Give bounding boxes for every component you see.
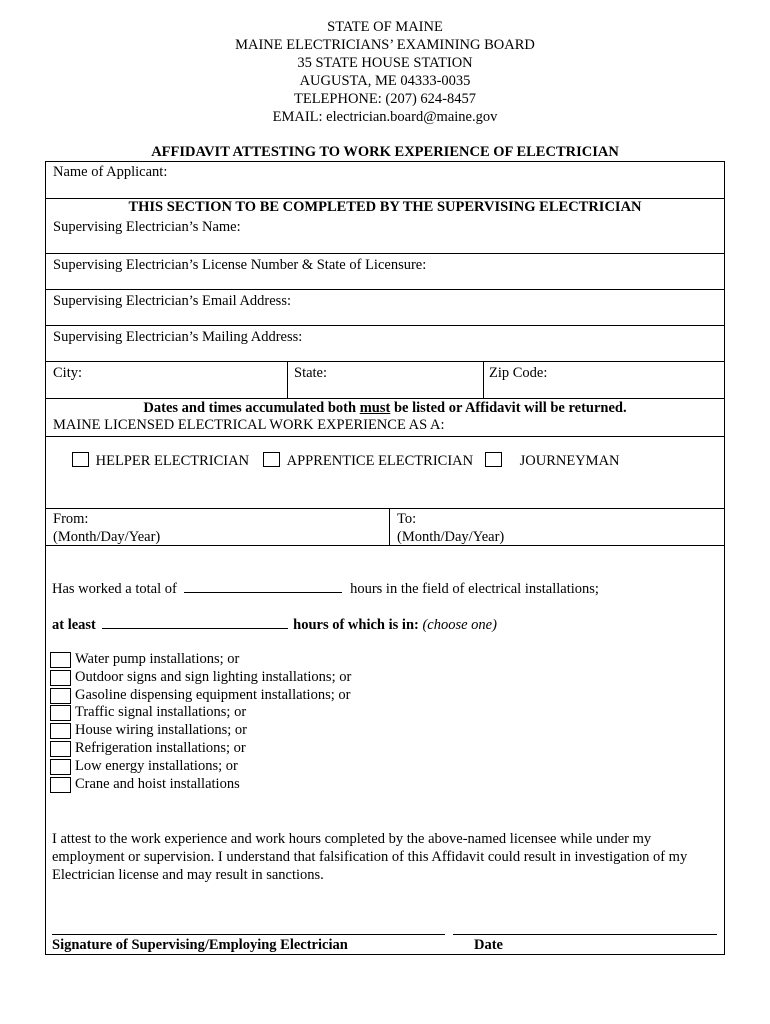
header-line: STATE OF MAINE <box>327 19 443 35</box>
total-hours-after: hours in the field of electrical installations; <box>350 581 599 597</box>
installation-label: Crane and hoist installations <box>75 775 240 792</box>
installation-checkbox[interactable] <box>50 777 71 793</box>
signature-line[interactable] <box>52 934 445 935</box>
to-label: To: <box>397 511 417 527</box>
license-number-label: Supervising Electrician’s License Number & State of Licensure: <box>53 257 427 273</box>
supervisor-name-field[interactable] <box>46 217 724 254</box>
installation-checkbox[interactable] <box>50 688 71 704</box>
experience-type-row <box>46 437 724 509</box>
installation-label: Outdoor signs and sign lighting installations; or <box>75 668 352 685</box>
at-least-hours-line <box>52 616 497 634</box>
apprentice-electrician-option[interactable] <box>263 452 473 470</box>
supervisor-section-heading-row <box>46 199 724 219</box>
divider <box>483 362 484 398</box>
header-line: AUGUSTA, ME 04333-0035 <box>299 73 471 89</box>
to-date-field[interactable] <box>397 510 504 546</box>
dates-notice-after: be listed or Affidavit will be returned. <box>390 400 627 416</box>
from-date-field[interactable] <box>53 510 160 546</box>
header-line: MAINE ELECTRICIANS’ EXAMINING BOARD <box>235 37 535 53</box>
total-hours-input[interactable] <box>184 580 342 593</box>
at-least-before: at least <box>52 617 96 633</box>
installation-label: Low energy installations; or <box>75 757 238 774</box>
installation-checkbox[interactable] <box>50 759 71 775</box>
from-format: (Month/Day/Year) <box>53 529 161 545</box>
zip-code-label: Zip Code: <box>489 365 548 381</box>
apprentice-electrician-label: APPRENTICE ELECTRICIAN <box>286 453 474 469</box>
board-header <box>0 18 770 126</box>
date-line[interactable] <box>453 934 717 935</box>
installation-checkbox[interactable] <box>50 652 71 668</box>
installation-label: Refrigeration installations; or <box>75 739 246 756</box>
applicant-name-label: Name of Applicant: <box>53 164 168 180</box>
header-line: 35 STATE HOUSE STATION <box>297 55 473 71</box>
helper-electrician-option[interactable] <box>72 452 249 470</box>
installation-label: Traffic signal installations; or <box>75 704 247 721</box>
mailing-address-label: Supervising Electrician’s Mailing Address: <box>53 329 303 345</box>
total-hours-before: Has worked a total of <box>52 581 177 597</box>
installation-checkbox[interactable] <box>50 741 71 757</box>
total-hours-line <box>52 580 599 598</box>
journeyman-checkbox[interactable] <box>485 452 502 467</box>
city-label: City: <box>53 365 83 381</box>
supervisor-email-field[interactable] <box>46 290 724 326</box>
experience-heading-row <box>46 417 724 437</box>
form-title: AFFIDAVIT ATTESTING TO WORK EXPERIENCE OF ELECTRICIAN <box>151 144 619 160</box>
apprentice-electrician-checkbox[interactable] <box>263 452 280 467</box>
attestation-statement: I attest to the work experience and work hours completed by the above-named licensee while under my employment or supervision. I understand that falsification of this Affidavit could result in investigation of my Electrician license and may result in sanctions. <box>52 831 688 883</box>
installation-label: Gasoline dispensing equipment installations; or <box>75 686 351 703</box>
installation-label: Water pump installations; or <box>75 651 240 667</box>
helper-electrician-checkbox[interactable] <box>72 452 89 467</box>
date-range-row <box>46 509 724 546</box>
dates-notice <box>46 400 724 417</box>
experience-heading: MAINE LICENSED ELECTRICAL WORK EXPERIENCE AS A: <box>53 417 445 433</box>
to-format: (Month/Day/Year) <box>397 529 505 545</box>
license-number-field[interactable] <box>46 254 724 290</box>
at-least-hours-input[interactable] <box>102 616 288 629</box>
journeyman-option[interactable] <box>485 452 620 470</box>
divider <box>287 362 288 398</box>
choose-one-note: (choose one) <box>422 617 497 633</box>
supervisor-name-label: Supervising Electrician’s Name: <box>53 219 241 235</box>
dates-notice-before: Dates and times accumulated both <box>143 400 360 416</box>
signature-label: Signature of Supervising/Employing Electrician <box>52 937 348 953</box>
helper-electrician-label: HELPER ELECTRICIAN <box>95 453 250 469</box>
header-email: EMAIL: electrician.board@maine.gov <box>272 109 498 125</box>
from-label: From: <box>53 511 89 527</box>
date-label: Date <box>474 937 503 953</box>
journeyman-label: JOURNEYMAN <box>519 453 620 469</box>
installation-checkbox[interactable] <box>50 670 71 686</box>
divider <box>389 509 390 545</box>
applicant-name-field[interactable] <box>46 162 724 199</box>
installation-checkbox[interactable] <box>50 723 71 739</box>
dates-notice-row <box>46 399 724 417</box>
city-state-zip-row <box>46 362 724 399</box>
at-least-after: hours of which is in: <box>293 617 419 633</box>
installation-checkbox[interactable] <box>50 705 71 721</box>
mailing-address-field[interactable] <box>46 326 724 362</box>
dates-notice-emphasis: must <box>359 400 391 416</box>
installation-label: House wiring installations; or <box>75 722 247 739</box>
supervisor-email-label: Supervising Electrician’s Email Address: <box>53 293 291 309</box>
state-label: State: <box>294 365 328 381</box>
header-line: TELEPHONE: (207) 624-8457 <box>293 91 477 107</box>
supervisor-section-heading: THIS SECTION TO BE COMPLETED BY THE SUPERVISING ELECTRICIAN <box>128 199 642 215</box>
